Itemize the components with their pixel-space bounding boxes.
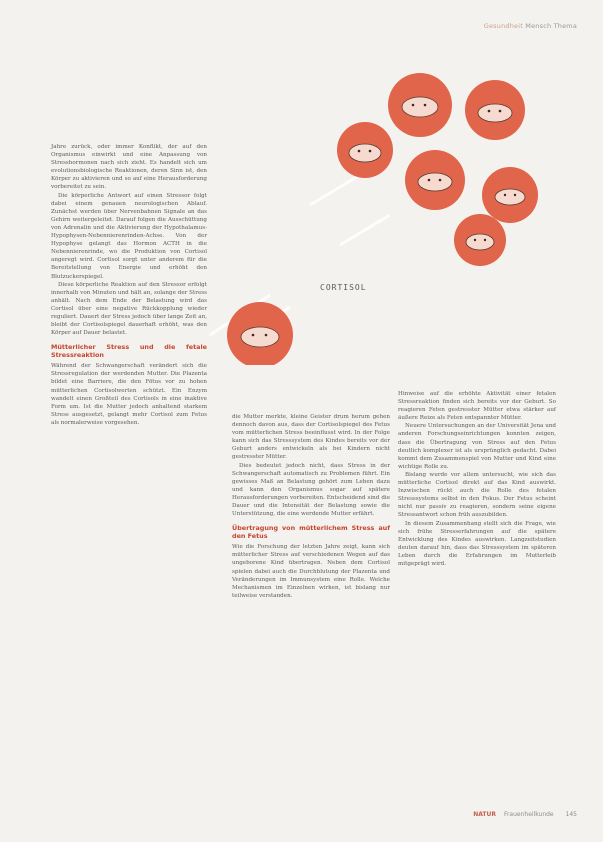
page-number: 145 (565, 811, 577, 818)
footer-brand: NATUR (473, 811, 497, 818)
header-topic: Thema (553, 22, 577, 30)
paragraph: Die körperliche Antwort auf einen Stressor folgt dabei einem genauen neurologischen Ablauf. Zunächst werden über Nervenbahnen Signale an das Gehirn weitergeleitet. Darauf folgen die Ausschüttung von Adrenalin und die Aktivierung der Hypothalamus-Hypophysen-Nebennierenrinden-Achse. Von der Hypophyse gelangt das Hormon ACTH in die Nebennierenrinde, wo die Produktion von Cortisol angeregt wird. Cortisol sorgt unter anderem für die Bereitstellung von Energie und erhöht den Blutzuckerspiegel. (51, 192, 207, 280)
paragraph: Jahre zurück, oder immer Konflikt, der auf den Organismus einwirkt und eine Anpassung von Stresshormonen nach sich zieht. Es handelt sich um evolutionsbiologische Reaktionen, deren Sinn ist, den Körper zu aktivieren und so auf eine Herausforderung vorbereitet zu sein. (51, 144, 207, 191)
paragraph: Wie die Forschung der letzten Jahre zeigt, kann sich mütterlicher Stress auf verschiedenen Wegen auf das ungeborene Kind übertragen. Neben dem Cortisol spielen dabei auch die Durchblutung der Plazenta und Veränderungen im Immunsystem eine Rolle. Welche Mechanismen im Einzelnen wirken, ist bislang nur teilweise verstanden. (232, 544, 390, 599)
footer-magazine: Frauenheilkunde (503, 811, 554, 818)
header-divider: Mensch (525, 22, 552, 30)
paragraph: Diese körperliche Reaktion auf den Stressor erfolgt innerhalb von Minuten und hält an, solange der Stress anhält. Nach dem Ende der Belastung wird das Cortisol über eine negative Rückkopplung wieder reguliert. Dauert der Stress jedoch über lange Zeit an, bleibt der Cortisolspiegel dauerhaft erhöht, was den Körper auf Dauer belastet. (51, 281, 207, 337)
page-header (484, 22, 577, 30)
section-heading: Übertragung von mütterlichem Stress auf den Fetus (232, 524, 390, 541)
page-footer (473, 811, 577, 818)
paragraph: Hinweise auf die erhöhte Aktivität einer fetalen Stressreaktion finden sich bereits vor der Geburt. So reagieren Feten gestresster Mütter etwa stärker auf äußere Reize als Feten entspannter Mütter. (398, 391, 556, 422)
column-middle (232, 413, 390, 600)
paragraph: In diesem Zusammenhang stellt sich die Frage, wie sich frühe Stresserfahrungen auf die spätere Entwicklung des Kindes auswirken. Langzeitstudien deuten darauf hin, dass das Stresssystem im späteren Leben durch die Erfahrungen im Mutterleib mitgeprägt wird. (398, 520, 556, 567)
cortisol-illustration (200, 45, 560, 365)
section-heading: Mütterlicher Stress und die fetale Stressreaktion (51, 343, 207, 360)
column-left (51, 143, 207, 427)
header-section: Gesundheit (483, 22, 524, 30)
paragraph: Dies bedeutet jedoch nicht, dass Stress in der Schwangerschaft automatisch zu Problemen führt. Ein gewisses Maß an Belastung gehört zum Leben dazu und kann den Organismus sogar auf spätere Herausforderungen vorbereiten. Entscheidend sind die Dauer und die Intensität der Belastung sowie die Unterstützung, die eine werdende Mutter erfährt. (232, 462, 390, 518)
paragraph: Bislang wurde vor allem untersucht, wie sich das mütterliche Cortisol direkt auf das Kind auswirkt. Inzwischen rückt auch die Rolle des fetalen Stresssystems selbst in den Fokus. Der Fetus scheint nicht nur passiv zu reagieren, sondern seine eigene Stressantwort schon früh auszubilden. (398, 471, 556, 519)
paragraph: die Mutter merkte, kleine Geister drum herum gehen dennoch davon aus, dass der Cortisolspiegel des Fetus vom mütterlichen Stress beeinflusst wird. In der Folge kann sich das Stresssystem des Kindes bereits vor der Geburt anders entwickeln als bei Kindern nicht gestresster Mütter. (232, 414, 390, 461)
paragraph: Während der Schwangerschaft verändert sich die Stressregulation der werdenden Mutter. Die Plazenta bildet eine Barriere, die den Fötus vor zu hohen mütterlichen Cortisolwerten schützt. Ein Enzym wandelt einen Großteil des Cortisols in eine inaktive Form um. Ist die Mutter jedoch anhaltend starkem Stress ausgesetzt, gelangt mehr Cortisol zum Fetus als normalerweise vorgesehen. (51, 363, 207, 426)
column-right (398, 390, 556, 568)
cortisol-label: CORTISOL (320, 283, 367, 292)
paragraph: Neuere Untersuchungen an der Universität Jena und anderen Forschungseinrichtungen konnten zeigen, dass die Übertragung von Stress auf den Fetus deutlich komplexer ist als ursprünglich gedacht. Dabei kommt dem Zusammenspiel von Mutter und Kind eine wichtige Rolle zu. (398, 423, 556, 470)
